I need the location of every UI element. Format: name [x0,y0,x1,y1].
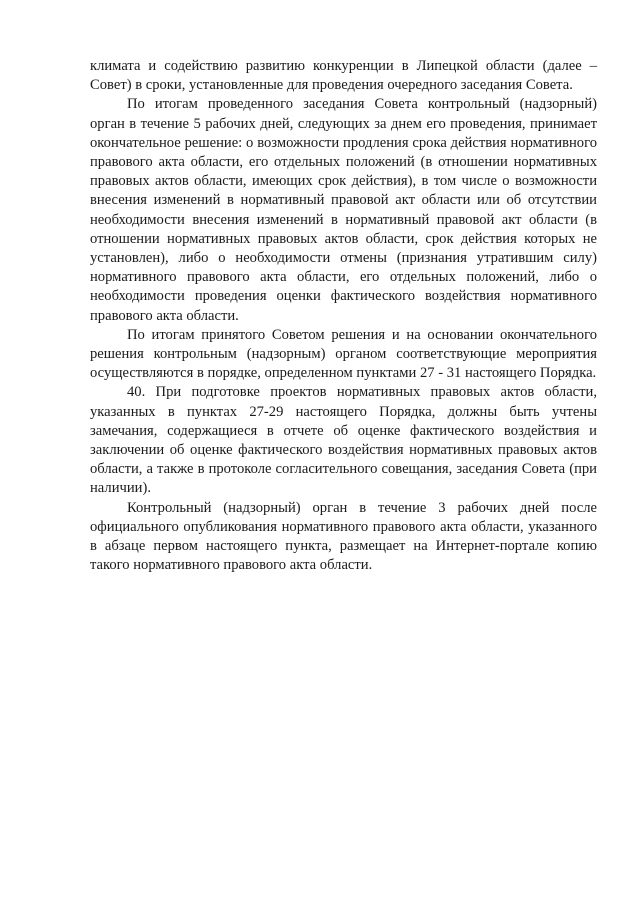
paragraph-publication: Контрольный (надзорный) орган в течение 3 рабочих дней после официального опубликования нормативного правового акта области, указанного в абзаце первом настоящего пункта, размещает на Интернет-портале копию такого нормативного правового акта области. [90,499,597,574]
paragraph-continuation: климата и содействию развитию конкуренции в Липецкой области (далее – Совет) в сроки, установленные для проведения очередного заседания Совета. [90,58,597,94]
document-body [90,57,597,575]
paragraph-item-40: 40. При подготовке проектов нормативных правовых актов области, указанных в пунктах 27-29 настоящего Порядка, должны быть учтены замечания, содержащиеся в отчете об оценке фактического воздействия и заключении об оценке фактического воздействия нормативных правовых актов области, а также в протоколе согласительного совещания, заседания Совета (при наличии). [90,384,597,497]
paragraph-council-decision: По итогам проведенного заседания Совета контрольный (надзорный) орган в течение 5 рабочих дней, следующих за днем его проведения, принимает окончательное решение: о возможности продления срока действия нормативного правового акта области, его отдельных положений (в отношении нормативных правовых актов области, имеющих срок действия), в том числе о возможности внесения изменений в нормативный правовой акт области или об отсутствии необходимости внесения изменений в нормативный правовой акт области (в отношении нормативных правовых актов области, срок действия которых не установлен), либо о необходимости отмены (признания утратившим силу) нормативного правового акта области, его отдельных положений, либо о необходимости проведения оценки фактического воздействия нормативного правового акта области. [90,96,597,324]
paragraph-measures: По итогам принятого Советом решения и на основании окончательного решения контрольным (надзорным) органом соответствующие мероприятия осуществляются в порядке, определенном пунктами 27 - 31 настоящего Порядка. [90,326,597,382]
